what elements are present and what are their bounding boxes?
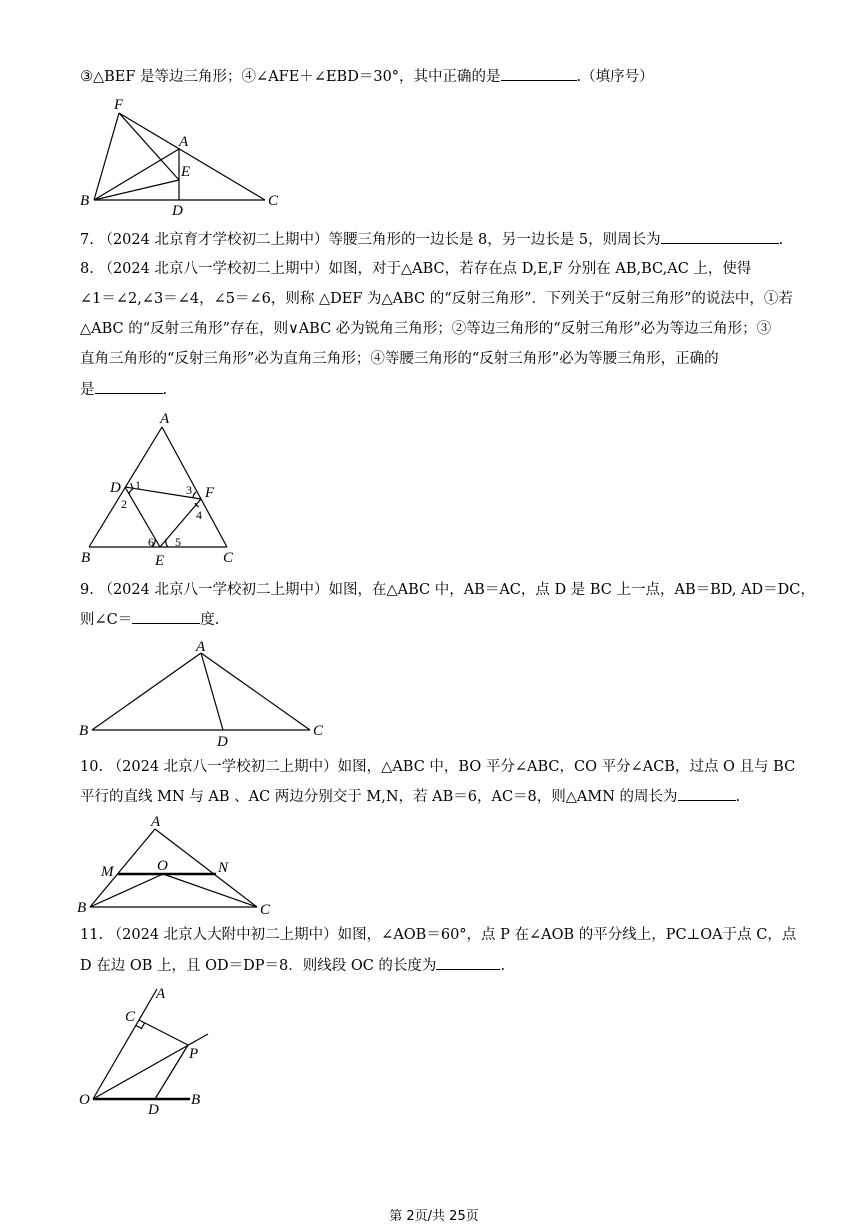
q10-label-M: M — [101, 864, 114, 880]
q9-label-D: D — [217, 734, 228, 750]
q10-end: . — [735, 789, 741, 805]
q7-body: 7. （2024 北京育才学校初二上期中）等腰三角形的一边长是 8，另一边长是 5，则周长为 — [80, 232, 661, 248]
q8-line2: ∠1＝∠2,∠3＝∠4，∠5＝∠6，则称 △DEF 为△ABC 的“反射三角形”．下列关于“反射三角形”的说法中，①若 — [80, 291, 793, 307]
q8-label-D: D — [110, 480, 121, 496]
q9-label-B: B — [79, 723, 89, 739]
q10-label-C: C — [260, 902, 271, 918]
q11-label-O: O — [79, 1092, 90, 1108]
q8-end: . — [162, 382, 168, 398]
q8-angle-5: 5 — [175, 535, 181, 549]
q10-label-N: N — [218, 860, 229, 876]
q6-label-E: E — [181, 164, 191, 180]
q8-angle-4: 4 — [196, 508, 202, 522]
q8-angle-6: 6 — [148, 535, 154, 549]
q6-label-B: B — [80, 193, 90, 209]
q6-label-D: D — [172, 203, 183, 219]
q8-label-C: C — [223, 550, 234, 566]
q8-label-F: F — [205, 485, 215, 501]
q8-angle-3: 3 — [186, 483, 192, 497]
q6-tail: ③△BEF 是等边三角形；④∠AFE＋∠EBD＝30°，其中正确的是 — [80, 69, 501, 85]
q8-label-A: A — [160, 411, 170, 427]
q8-line1: 8. （2024 北京八一学校初二上期中）如图，对于△ABC，若存在点 D,E,F 分别在 AB,BC,AC 上，使得 — [80, 261, 752, 277]
q10-label-A: A — [151, 814, 161, 830]
q11-label-P: P — [189, 1046, 199, 1062]
q8-angle-2: 2 — [121, 497, 127, 511]
q10-label-B: B — [77, 900, 87, 916]
q8-label-E: E — [155, 553, 165, 569]
q11-label-C: C — [125, 1009, 136, 1025]
q8-line4: 直角三角形的“反射三角形”必为直角三角形；④等腰三角形的“反射三角形”必为等腰三角形，正确的 — [80, 351, 719, 367]
q10-line1: 10. （2024 北京八一学校初二上期中）如图，△ABC 中，BO 平分∠ABC，CO 平分∠ACB，过点 O 且与 BC — [80, 759, 796, 775]
q6-label-C: C — [268, 193, 279, 209]
q9-line2-text: 则∠C＝ — [80, 612, 133, 628]
q8-label-B: B — [81, 550, 91, 566]
q8-angle-1: 1 — [135, 478, 141, 492]
q11-label-A: A — [156, 986, 166, 1002]
q6-label-A: A — [179, 134, 189, 150]
q7-end: . — [778, 232, 784, 248]
q11-label-D: D — [148, 1102, 159, 1118]
q9-label-C: C — [313, 723, 324, 739]
q9-label-A: A — [196, 639, 206, 655]
q9-end: 度. — [200, 612, 220, 628]
page-footer: 第 2页/共 25页 — [389, 1209, 479, 1224]
q9-line1: 9. （2024 北京八一学校初二上期中）如图，在△ABC 中，AB＝AC，点 D 是 BC 上一点，AB＝BD, AD＝DC， — [80, 582, 815, 598]
q8-line3: △ABC 的“反射三角形”存在，则∨ABC 必为锐角三角形；②等边三角形的“反射三角形”必为等边三角形；③ — [80, 321, 772, 337]
q10-label-O: O — [157, 858, 168, 874]
q6-end: .（填序号） — [576, 69, 654, 85]
q11-line2-text: D 在边 OB 上，且 OD＝DP＝8．则线段 OC 的长度为 — [80, 958, 437, 974]
q10-line2-text: 平行的直线 MN 与 AB 、AC 两边分别交于 M,N，若 AB＝6，AC＝8，则△AMN 的周长为 — [80, 789, 678, 805]
q11-end: . — [500, 958, 506, 974]
q11-line1: 11. （2024 北京人大附中初二上期中）如图，∠AOB＝60°，点 P 在∠AOB 的平分线上，PC⊥OA于点 C，点 — [80, 927, 797, 943]
q11-label-B: B — [191, 1092, 201, 1108]
q6-label-F: F — [114, 97, 124, 113]
q8-line5-text: 是 — [80, 382, 95, 398]
